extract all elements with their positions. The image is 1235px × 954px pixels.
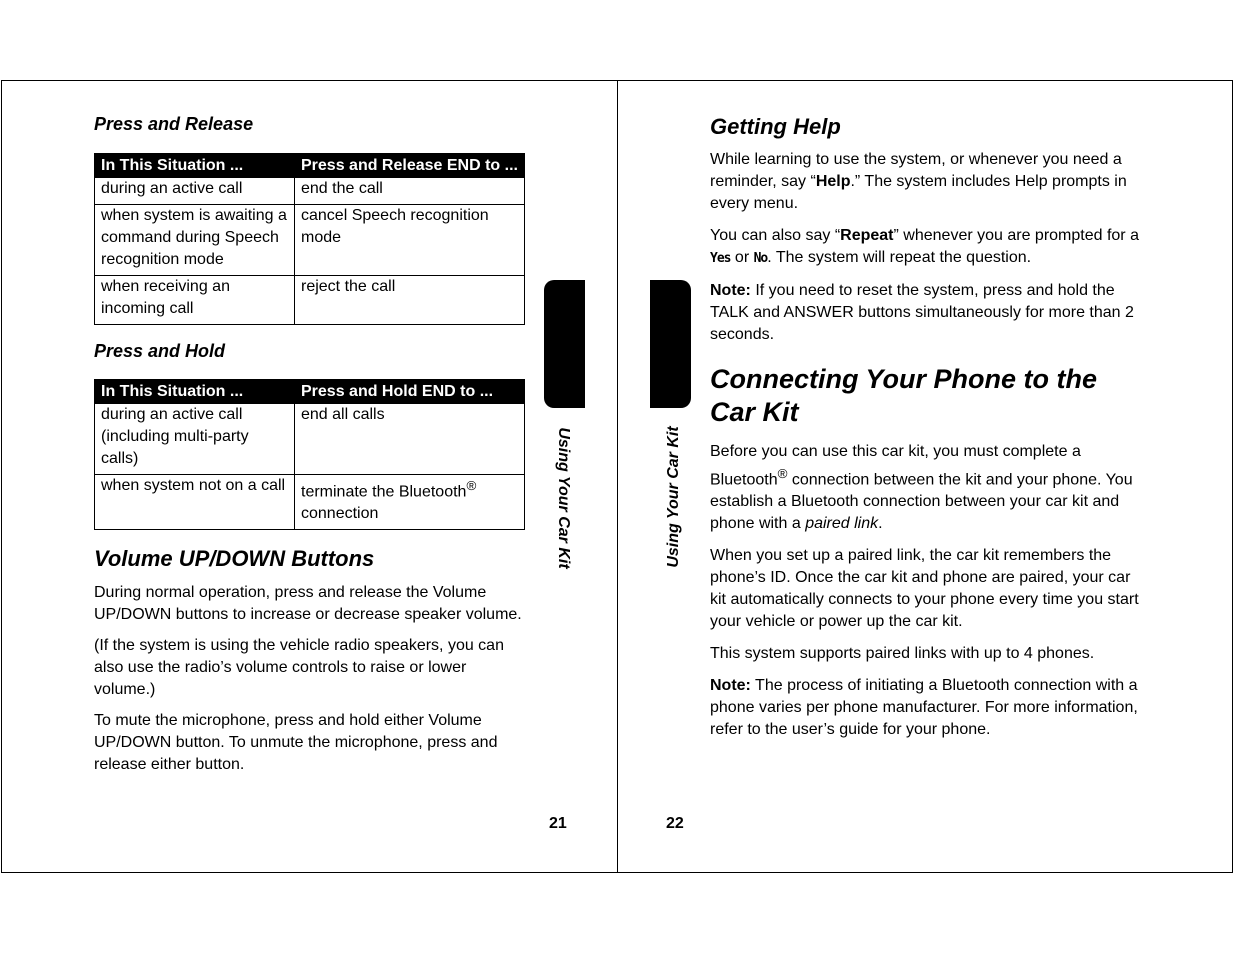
note-paragraph: Note: The process of initiating a Bluetooth connection with a phone varies per phone manufacturer. For more information, refer to the user’s guide for your phone. bbox=[710, 677, 1138, 739]
table-row bbox=[95, 178, 525, 205]
page-number: 22 bbox=[666, 815, 684, 832]
page-divider bbox=[617, 80, 618, 873]
help-paragraph: While learning to use the system, or whenever you need a reminder, say “Help.” The system includes Help prompts in every menu. bbox=[710, 151, 1127, 212]
press-hold-heading: Press and Hold bbox=[94, 341, 226, 361]
table-header-row bbox=[95, 154, 525, 178]
registered-mark: ® bbox=[777, 466, 788, 481]
cell-text: connection bbox=[301, 505, 379, 523]
table-cell bbox=[295, 475, 525, 530]
press-hold-table bbox=[94, 379, 525, 530]
page-number: 21 bbox=[549, 815, 567, 832]
table-cell: when receiving an incoming call bbox=[95, 276, 295, 325]
table-cell: reject the call bbox=[295, 276, 525, 325]
table-row bbox=[95, 276, 525, 325]
volume-heading: Volume UP/DOWN Buttons bbox=[94, 546, 375, 572]
section-tab bbox=[544, 280, 585, 408]
section-side-label: Using Your Car Kit bbox=[665, 426, 682, 568]
section-side-label: Using Your Car Kit bbox=[555, 427, 572, 569]
table-row bbox=[95, 404, 525, 475]
connecting-heading: Connecting Your Phone to the Car Kit bbox=[710, 364, 1097, 427]
table-cell: during an active call (including multi-party calls) bbox=[95, 404, 295, 475]
press-release-heading: Press and Release bbox=[94, 114, 254, 134]
section-tab bbox=[650, 280, 691, 408]
yes-label: Yes bbox=[710, 251, 731, 266]
table-header-cell: In This Situation ... bbox=[95, 380, 295, 404]
table-cell: end all calls bbox=[295, 404, 525, 475]
press-release-table bbox=[94, 153, 525, 325]
table-cell: during an active call bbox=[95, 178, 295, 205]
volume-paragraph: During normal operation, press and release the Volume UP/DOWN buttons to increase or decrease speaker volume. bbox=[94, 584, 522, 624]
table-header-cell: Press and Release END to ... bbox=[295, 154, 525, 178]
table-row bbox=[95, 205, 525, 276]
table-cell: cancel Speech recognition mode bbox=[295, 205, 525, 276]
right-page-content bbox=[710, 114, 1142, 741]
note-paragraph: Note: If you need to reset the system, press and hold the TALK and ANSWER buttons simultaneously for more than 2 seconds. bbox=[710, 282, 1134, 343]
table-row bbox=[95, 475, 525, 530]
connect-paragraph: Before you can use this car kit, you must complete a Bluetooth® connection between the kit and your phone. You establish a Bluetooth connection between your car kit and phone with a paired link. bbox=[710, 443, 1133, 533]
table-cell: when system not on a call bbox=[95, 475, 295, 530]
table-header-cell: Press and Hold END to ... bbox=[295, 380, 525, 404]
repeat-paragraph: You can also say “Repeat” whenever you are prompted for a Yes or No. The system will repeat the question. bbox=[710, 227, 1139, 266]
cell-text: terminate the Bluetooth bbox=[301, 483, 467, 501]
registered-mark: ® bbox=[466, 478, 477, 493]
volume-paragraph: (If the system is using the vehicle radio speakers, you can also use the radio’s volume controls to raise or lower volume.) bbox=[94, 637, 504, 699]
table-cell: when system is awaiting a command during Speech recognition mode bbox=[95, 205, 295, 276]
table-header-cell: In This Situation ... bbox=[95, 154, 295, 178]
connect-paragraph: This system supports paired links with up to 4 phones. bbox=[710, 645, 1095, 663]
table-header-row bbox=[95, 380, 525, 404]
left-page-content bbox=[94, 114, 524, 776]
getting-help-heading: Getting Help bbox=[710, 114, 841, 139]
table-cell: end the call bbox=[295, 178, 525, 205]
no-label: No bbox=[753, 251, 768, 266]
volume-paragraph: To mute the microphone, press and hold either Volume UP/DOWN button. To unmute the microphone, press and release either button. bbox=[94, 712, 498, 774]
connect-paragraph: When you set up a paired link, the car kit remembers the phone’s ID. Once the car kit and phone are paired, your car kit automatically connects to your phone every time you start your vehicle or power up the car kit. bbox=[710, 547, 1139, 631]
